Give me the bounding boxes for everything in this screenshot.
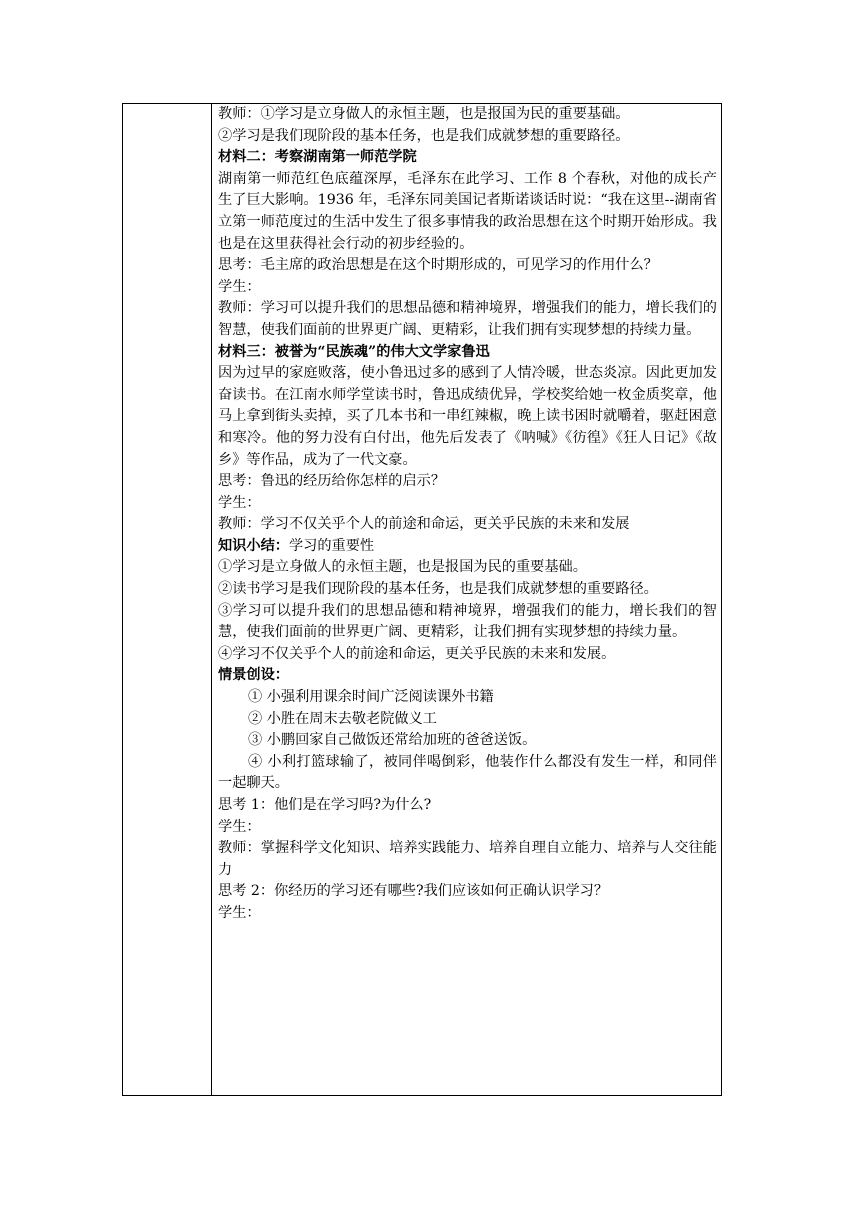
text-paragraph: 因为过早的家庭败落，使小鲁迅过多的感到了人情冷暖，世态炎凉。因此更加发奋读书。在江南水师学堂读书时，鲁迅成绩优异，学校奖给她一枚金质奖章，他马上拿到街头卖掉，买了几本书和一串红辣椒，晚上读书困时就嚼着，驱赶困意和寒冷。他的努力没有白付出，他先后发表了《呐喊》《彷徨》《狂人日记》《故乡》等作品，成为了一代文豪。 bbox=[218, 365, 717, 468]
text-paragraph: 情景创设： bbox=[218, 667, 289, 684]
bold-label: 知识小结： bbox=[218, 537, 289, 554]
text-paragraph: ②学习是我们现阶段的基本任务，也是我们成就梦想的重要路径。 bbox=[218, 127, 630, 144]
text-paragraph: 思考：鲁迅的经历给你怎样的启示？ bbox=[218, 473, 446, 490]
column-divider bbox=[211, 104, 212, 1095]
text-paragraph: 学生： bbox=[218, 494, 261, 511]
lesson-content-cell bbox=[218, 104, 717, 925]
text-paragraph: 教师：掌握科学文化知识、培养实践能力、培养自理自立能力、培养与人交往能力 bbox=[218, 840, 717, 878]
text-paragraph: ② 小胜在周末去敬老院做义工 bbox=[248, 710, 437, 727]
lesson-table bbox=[122, 103, 722, 1096]
text-paragraph: 教师：学习不仅关乎个人的前途和命运，更关乎民族的未来和发展 bbox=[218, 516, 630, 533]
text-paragraph: 材料三：被誉为“民族魂”的伟大文学家鲁迅 bbox=[218, 343, 490, 360]
text-paragraph: ①学习是立身做人的永恒主题，也是报国为民的重要基础。 bbox=[218, 559, 587, 576]
text-paragraph: ④学习不仅关乎个人的前途和命运，更关乎民族的未来和发展。 bbox=[218, 645, 616, 662]
text-paragraph: 思考 1：他们是在学习吗?为什么? bbox=[218, 797, 432, 813]
text-paragraph: 教师：①学习是立身做人的永恒主题，也是报国为民的重要基础。 bbox=[218, 106, 630, 122]
text-paragraph: ① 小强利用课余时间广泛阅读课外书籍 bbox=[248, 689, 494, 706]
text-paragraph: 教师：学习可以提升我们的思想品德和精神境界，增强我们的能力，增长我们的智慧，使我们面前的世界更广阔、更精彩，让我们拥有实现梦想的持续力量。 bbox=[218, 300, 717, 338]
text-paragraph: 湖南第一师范红色底蕴深厚，毛泽东在此学习、工作 8 个春秋，对他的成长产生了巨大影响。1936 年，毛泽东同美国记者斯诺谈话时说：“我在这里--湖南省立第一师范度过的生活中发生了很多事情我的政治思想在这个时期开始形成。我也是在这里获得社会行动的初步经验的。 bbox=[218, 170, 717, 252]
text-paragraph: 材料二：考察湖南第一师范学院 bbox=[218, 149, 417, 166]
text-paragraph: 学生： bbox=[218, 904, 261, 921]
text-paragraph: 知识小结：学习的重要性 bbox=[218, 537, 375, 554]
text-paragraph: 思考 2：你经历的学习还有哪些?我们应该如何正确认识学习？ bbox=[218, 883, 609, 900]
text-paragraph: 学生： bbox=[218, 278, 261, 295]
text-paragraph: 学生： bbox=[218, 818, 261, 835]
text-paragraph: ④ 小利打篮球输了，被同伴喝倒彩，他装作什么都没有发生一样，和同伴一起聊天。 bbox=[218, 753, 717, 792]
text-paragraph: 思考：毛主席的政治思想是在这个时期形成的，可见学习的作用什么？ bbox=[218, 257, 658, 274]
text-paragraph: ③学习可以提升我们的思想品德和精神境界，增强我们的能力，增长我们的智慧，使我们面前的世界更广阔、更精彩，让我们拥有实现梦想的持续力量。 bbox=[218, 602, 717, 641]
text-paragraph: ③ 小鹏回家自己做饭还常给加班的爸爸送饭。 bbox=[248, 732, 537, 749]
text-paragraph: ②读书学习是我们现阶段的基本任务，也是我们成就梦想的重要路径。 bbox=[218, 581, 658, 598]
